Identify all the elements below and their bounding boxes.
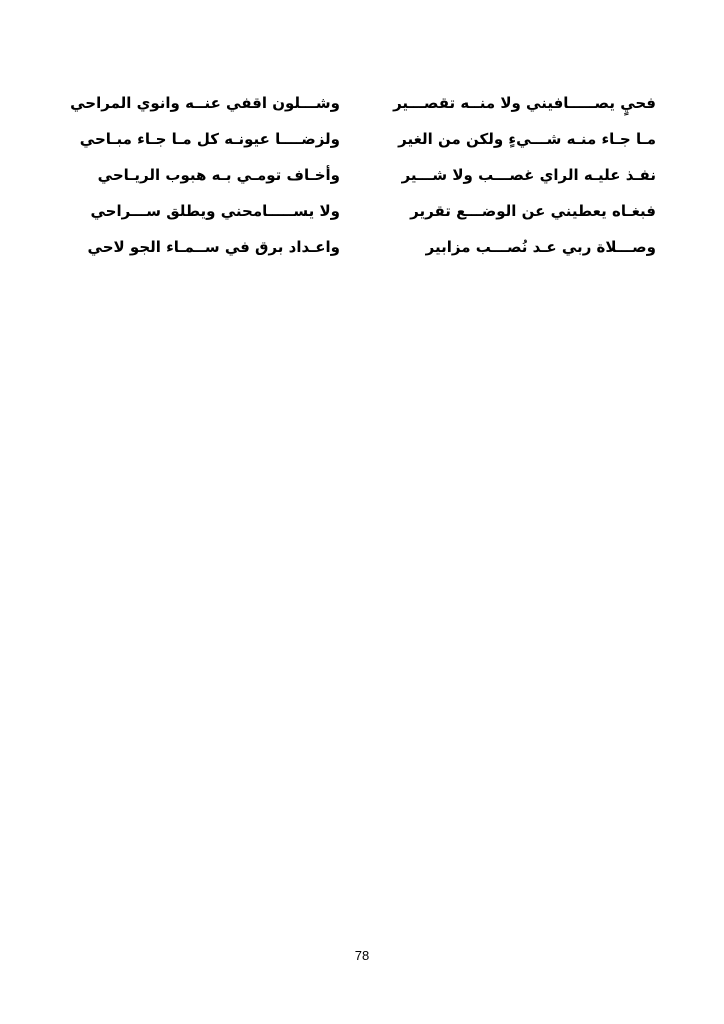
poem <box>70 85 656 265</box>
verse-3-second-hemistich: وأخـاف تومـي بـه هبوب الريـاحي <box>97 166 340 184</box>
verse-4-first-hemistich: فبغـاه يعطيني عن الوضـــع تقرير <box>410 202 656 220</box>
page-number: 78 <box>354 948 370 963</box>
verse-4-second-hemistich: ولا يســـــامحني ويطلق ســـراحي <box>90 202 340 220</box>
verse-1-first-hemistich: فحيٍ يصـــــافيني ولا منــه تقصـــير <box>393 94 656 112</box>
verse-3 <box>82 157 656 193</box>
verse-1 <box>70 85 656 121</box>
verse-1-second-hemistich: وشـــلون اقفي عنــه وانوي المراحي <box>70 94 340 112</box>
verse-3-first-hemistich: نفـذ عليـه الراي غصـــب ولا شـــير <box>401 166 656 184</box>
verse-5-second-hemistich: واعـداد برق في ســمـاء الجو لاحي <box>87 238 340 256</box>
verse-2-second-hemistich: ولزضــــا عيونـه كل مـا جـاء مبـاحي <box>79 130 340 148</box>
verse-5 <box>82 229 656 265</box>
verse-2-first-hemistich: مـا جـاء منـه شـــيءٍ ولكن من الغير <box>398 130 656 148</box>
verse-5-first-hemistich: وصـــلاة ربي عـد نُصـــب مزابير <box>425 238 656 256</box>
verse-2 <box>79 121 656 157</box>
verse-4 <box>82 193 656 229</box>
